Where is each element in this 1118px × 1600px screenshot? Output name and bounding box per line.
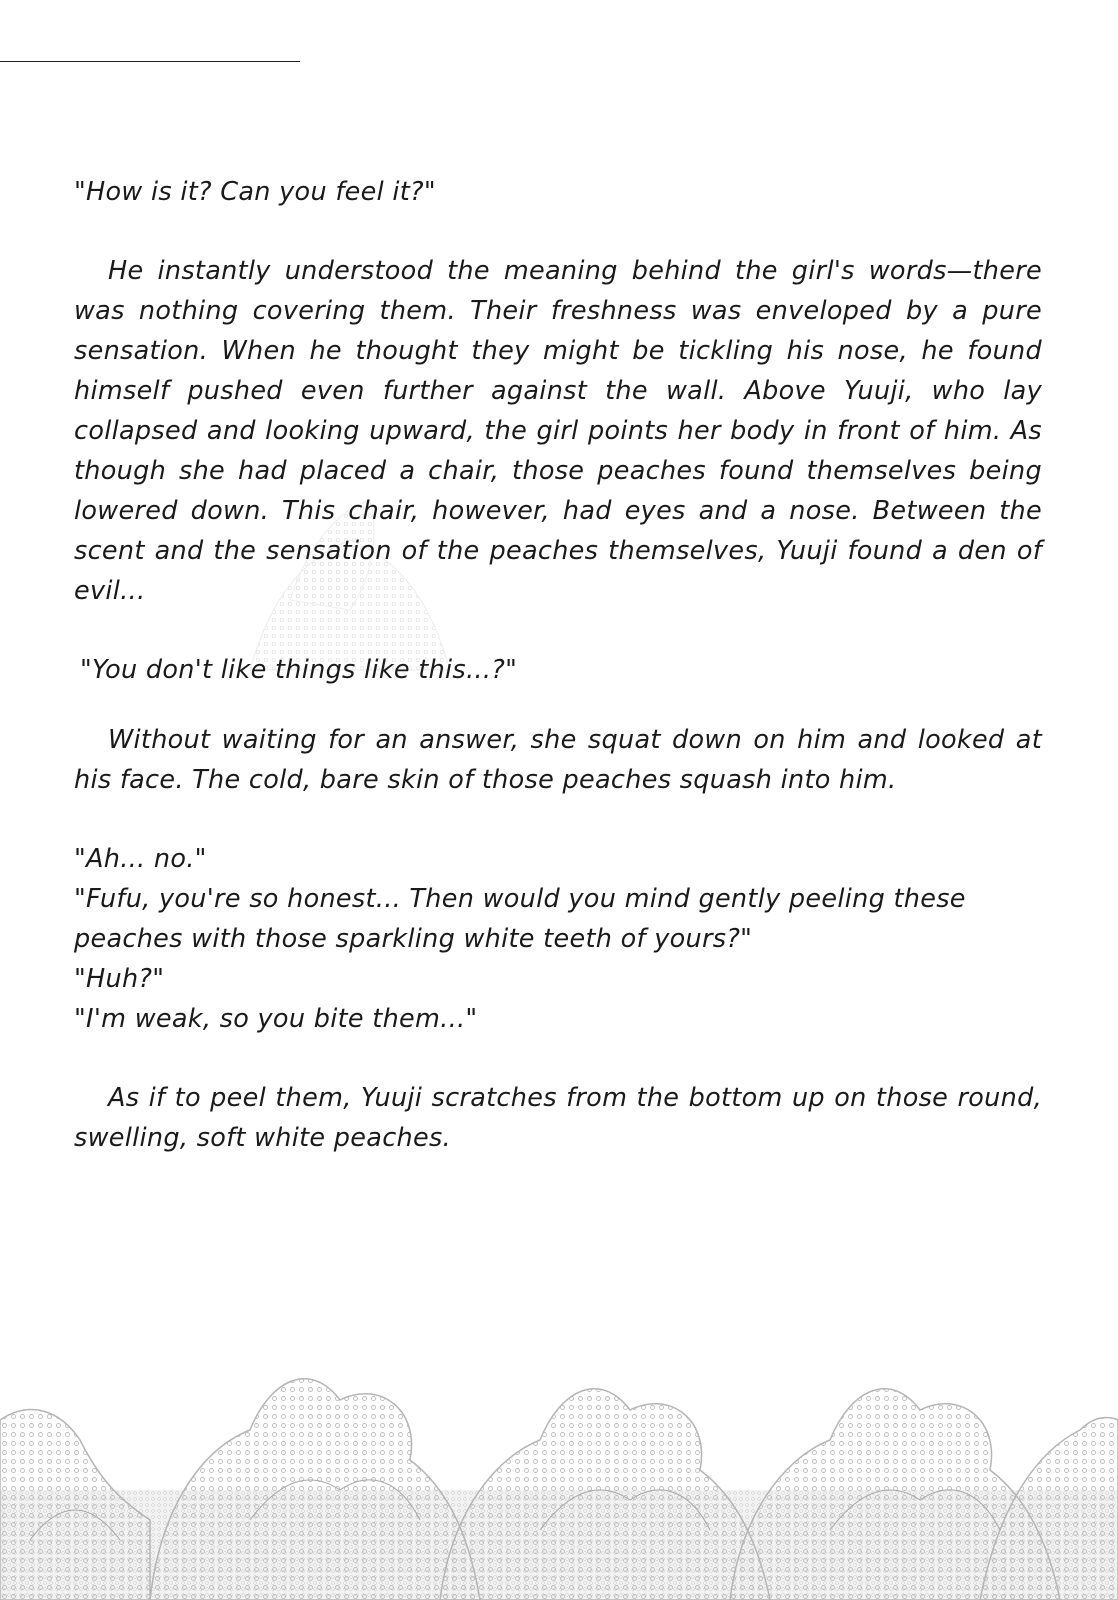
narration-paragraph: He instantly understood the meaning behind the girl's words—there was nothing covering them. Their freshness was enveloped by a pure sensation. When he thought they might be tickling his nose, he found himself pushed even further against the wall. Above Yuuji, who lay collapsed and looking upward, the girl points her body in front of him. As though she had placed a chair, those peaches found themselves being lowered down. This chair, however, had eyes and a nose. Between the scent and the sensation of the peaches themselves, Yuuji found a den of evil... — [74, 256, 1042, 606]
dialogue-line: "How is it? Can you feel it?" — [74, 177, 436, 207]
dialogue-line: "You don't like things like this...?" — [80, 655, 518, 685]
lace-border-decoration — [0, 1340, 1118, 1600]
dialogue-line: "Ah... no." — [74, 844, 207, 874]
narration-paragraph: As if to peel them, Yuuji scratches from the bottom up on those round, swelling, soft white peaches. — [74, 1083, 1042, 1153]
dialogue-line: "Huh?" — [74, 964, 165, 994]
narration-paragraph: Without waiting for an answer, she squat down on him and looked at his face. The cold, bare skin of those peaches squash into him. — [74, 725, 1042, 795]
top-rule — [0, 61, 300, 62]
dialogue-line: "Fufu, you're so honest... Then would you mind gently peeling these peaches with those sparkling white teeth of yours?" — [74, 884, 966, 954]
text-block — [74, 172, 1042, 1158]
dialogue-line: "I'm weak, so you bite them..." — [74, 1004, 478, 1034]
